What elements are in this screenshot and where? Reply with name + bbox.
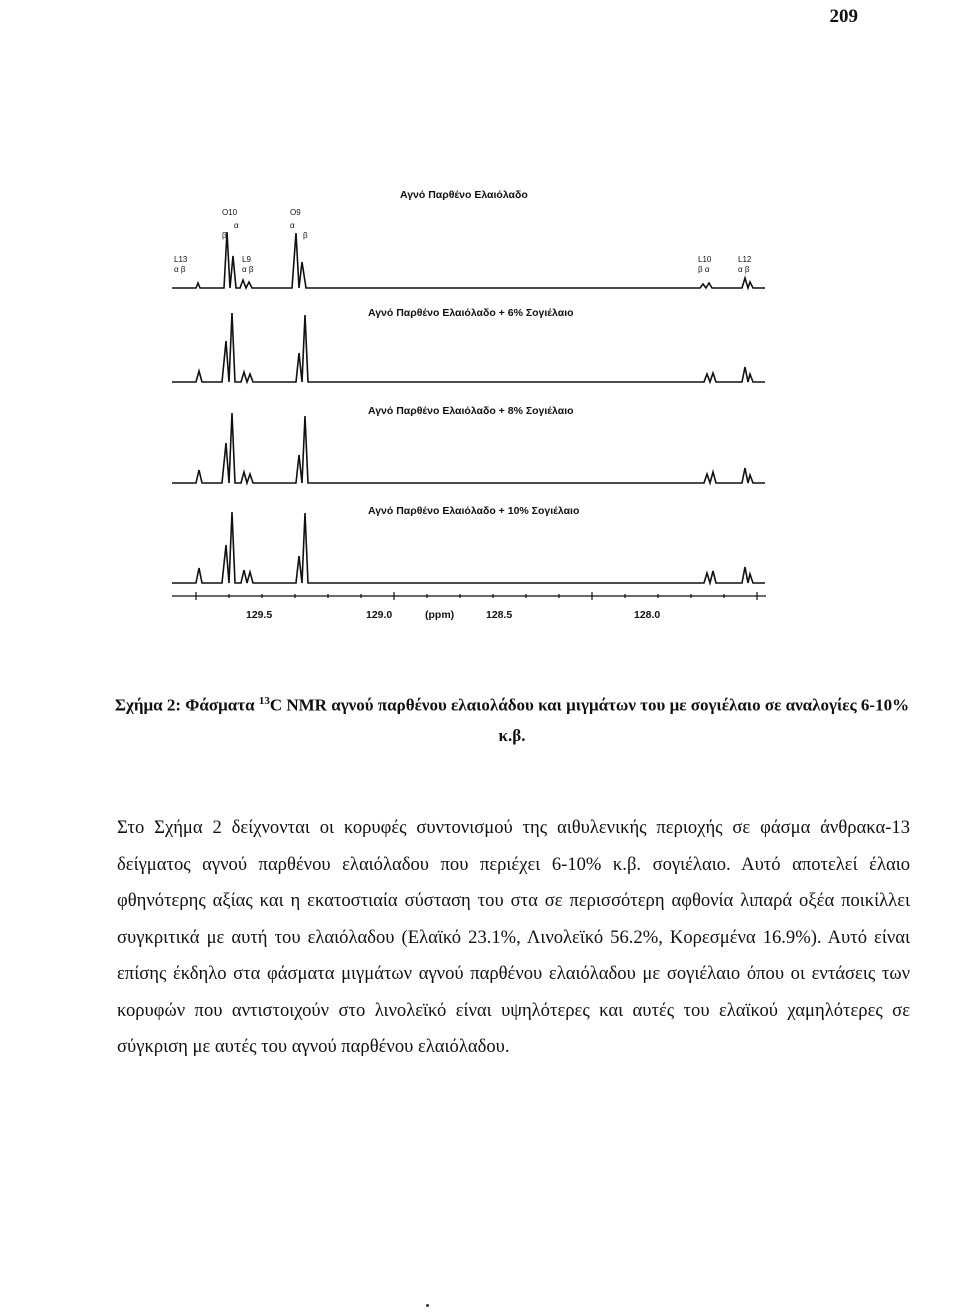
spectrum-2-title: Αγνό Παρθένο Ελαιόλαδο + 6% Σογιέλαιο bbox=[368, 307, 574, 319]
caption-prefix: Σχήμα 2: Φάσματα bbox=[114, 695, 259, 715]
peak-label-l13: L13 bbox=[174, 255, 188, 264]
figure-caption bbox=[112, 686, 912, 751]
peak-label-l12-ab: α β bbox=[738, 265, 750, 274]
peak-label-l12: L12 bbox=[738, 255, 752, 264]
peak-label-o9-alpha: α bbox=[290, 221, 295, 230]
peak-label-l10-ba: β α bbox=[698, 265, 710, 274]
page-number: 209 bbox=[829, 6, 858, 27]
spectrum-1-trace bbox=[172, 232, 765, 288]
axis-unit-label: (ppm) bbox=[425, 609, 455, 621]
tick-label-129-5: 129.5 bbox=[246, 609, 273, 621]
peak-label-l9: L9 bbox=[242, 255, 251, 264]
spectrum-2-trace bbox=[172, 313, 765, 382]
spectrum-4-title: Αγνό Παρθένο Ελαιόλαδο + 10% Σογιέλαιο bbox=[368, 505, 580, 517]
spectrum-3-title: Αγνό Παρθένο Ελαιόλαδο + 8% Σογιέλαιο bbox=[368, 405, 574, 417]
stray-mark bbox=[426, 1304, 429, 1307]
peak-label-o10: O10 bbox=[222, 208, 238, 217]
body-paragraph: Στο Σχήμα 2 δείχνονται οι κορυφές συντονισμού της αιθυλενικής περιοχής σε φάσμα άνθρακα-13 δείγματος αγνού παρθένου ελαιόλαδου που περιέχει 6-10% κ.β. σογιέλαιο. Αυτό αποτελεί έλαιο φθηνότερης αξίας και η εκατοστιαία σύσταση του στα σε περισσότερη αφθονία λιπαρά οξέα ποικίλλει συγκριτικά με αυτή του ελαιόλαδου (Ελαϊκό 23.1%, Λινολεϊκό 56.2%, Κορεσμένα 16.9%). Αυτό είναι επίσης έκδηλο στα φάσματα μιγμάτων αγνού παρθένου ελαιόλαδου με σογιέλαιο όπου οι εντάσεις των κορυφών που αντιστοιχούν στο λινολεϊκό είναι υψηλότερες και αυτές του ελαϊκού χαμηλότερες σε σύγκριση με αυτές του αγνού παρθένου ελαιόλαδου. bbox=[117, 817, 910, 1057]
tick-label-128-5: 128.5 bbox=[486, 609, 513, 621]
peak-label-o9-beta: β bbox=[303, 231, 308, 240]
peak-label-l9-ab: α β bbox=[242, 265, 254, 274]
spectrum-4-trace bbox=[172, 512, 765, 583]
peak-label-o10-alpha: α bbox=[234, 221, 239, 230]
spectrum-1-title: Αγνό Παρθένο Ελαιόλαδο bbox=[400, 189, 528, 201]
peak-label-o9: O9 bbox=[290, 208, 301, 217]
spectrum-3-trace bbox=[172, 413, 765, 483]
peak-label-o10-beta: β bbox=[222, 231, 227, 240]
tick-label-129-0: 129.0 bbox=[366, 609, 393, 621]
tick-label-128-0: 128.0 bbox=[634, 609, 661, 621]
caption-superscript: 13 bbox=[258, 695, 270, 707]
peak-label-l13-ab: α β bbox=[174, 265, 186, 274]
caption-text: C NMR αγνού παρθένου ελαιολάδου και μιγμάτων του με σογιέλαιο σε αναλογίες 6-10% κ.β. bbox=[269, 695, 910, 745]
peak-label-l10: L10 bbox=[698, 255, 712, 264]
